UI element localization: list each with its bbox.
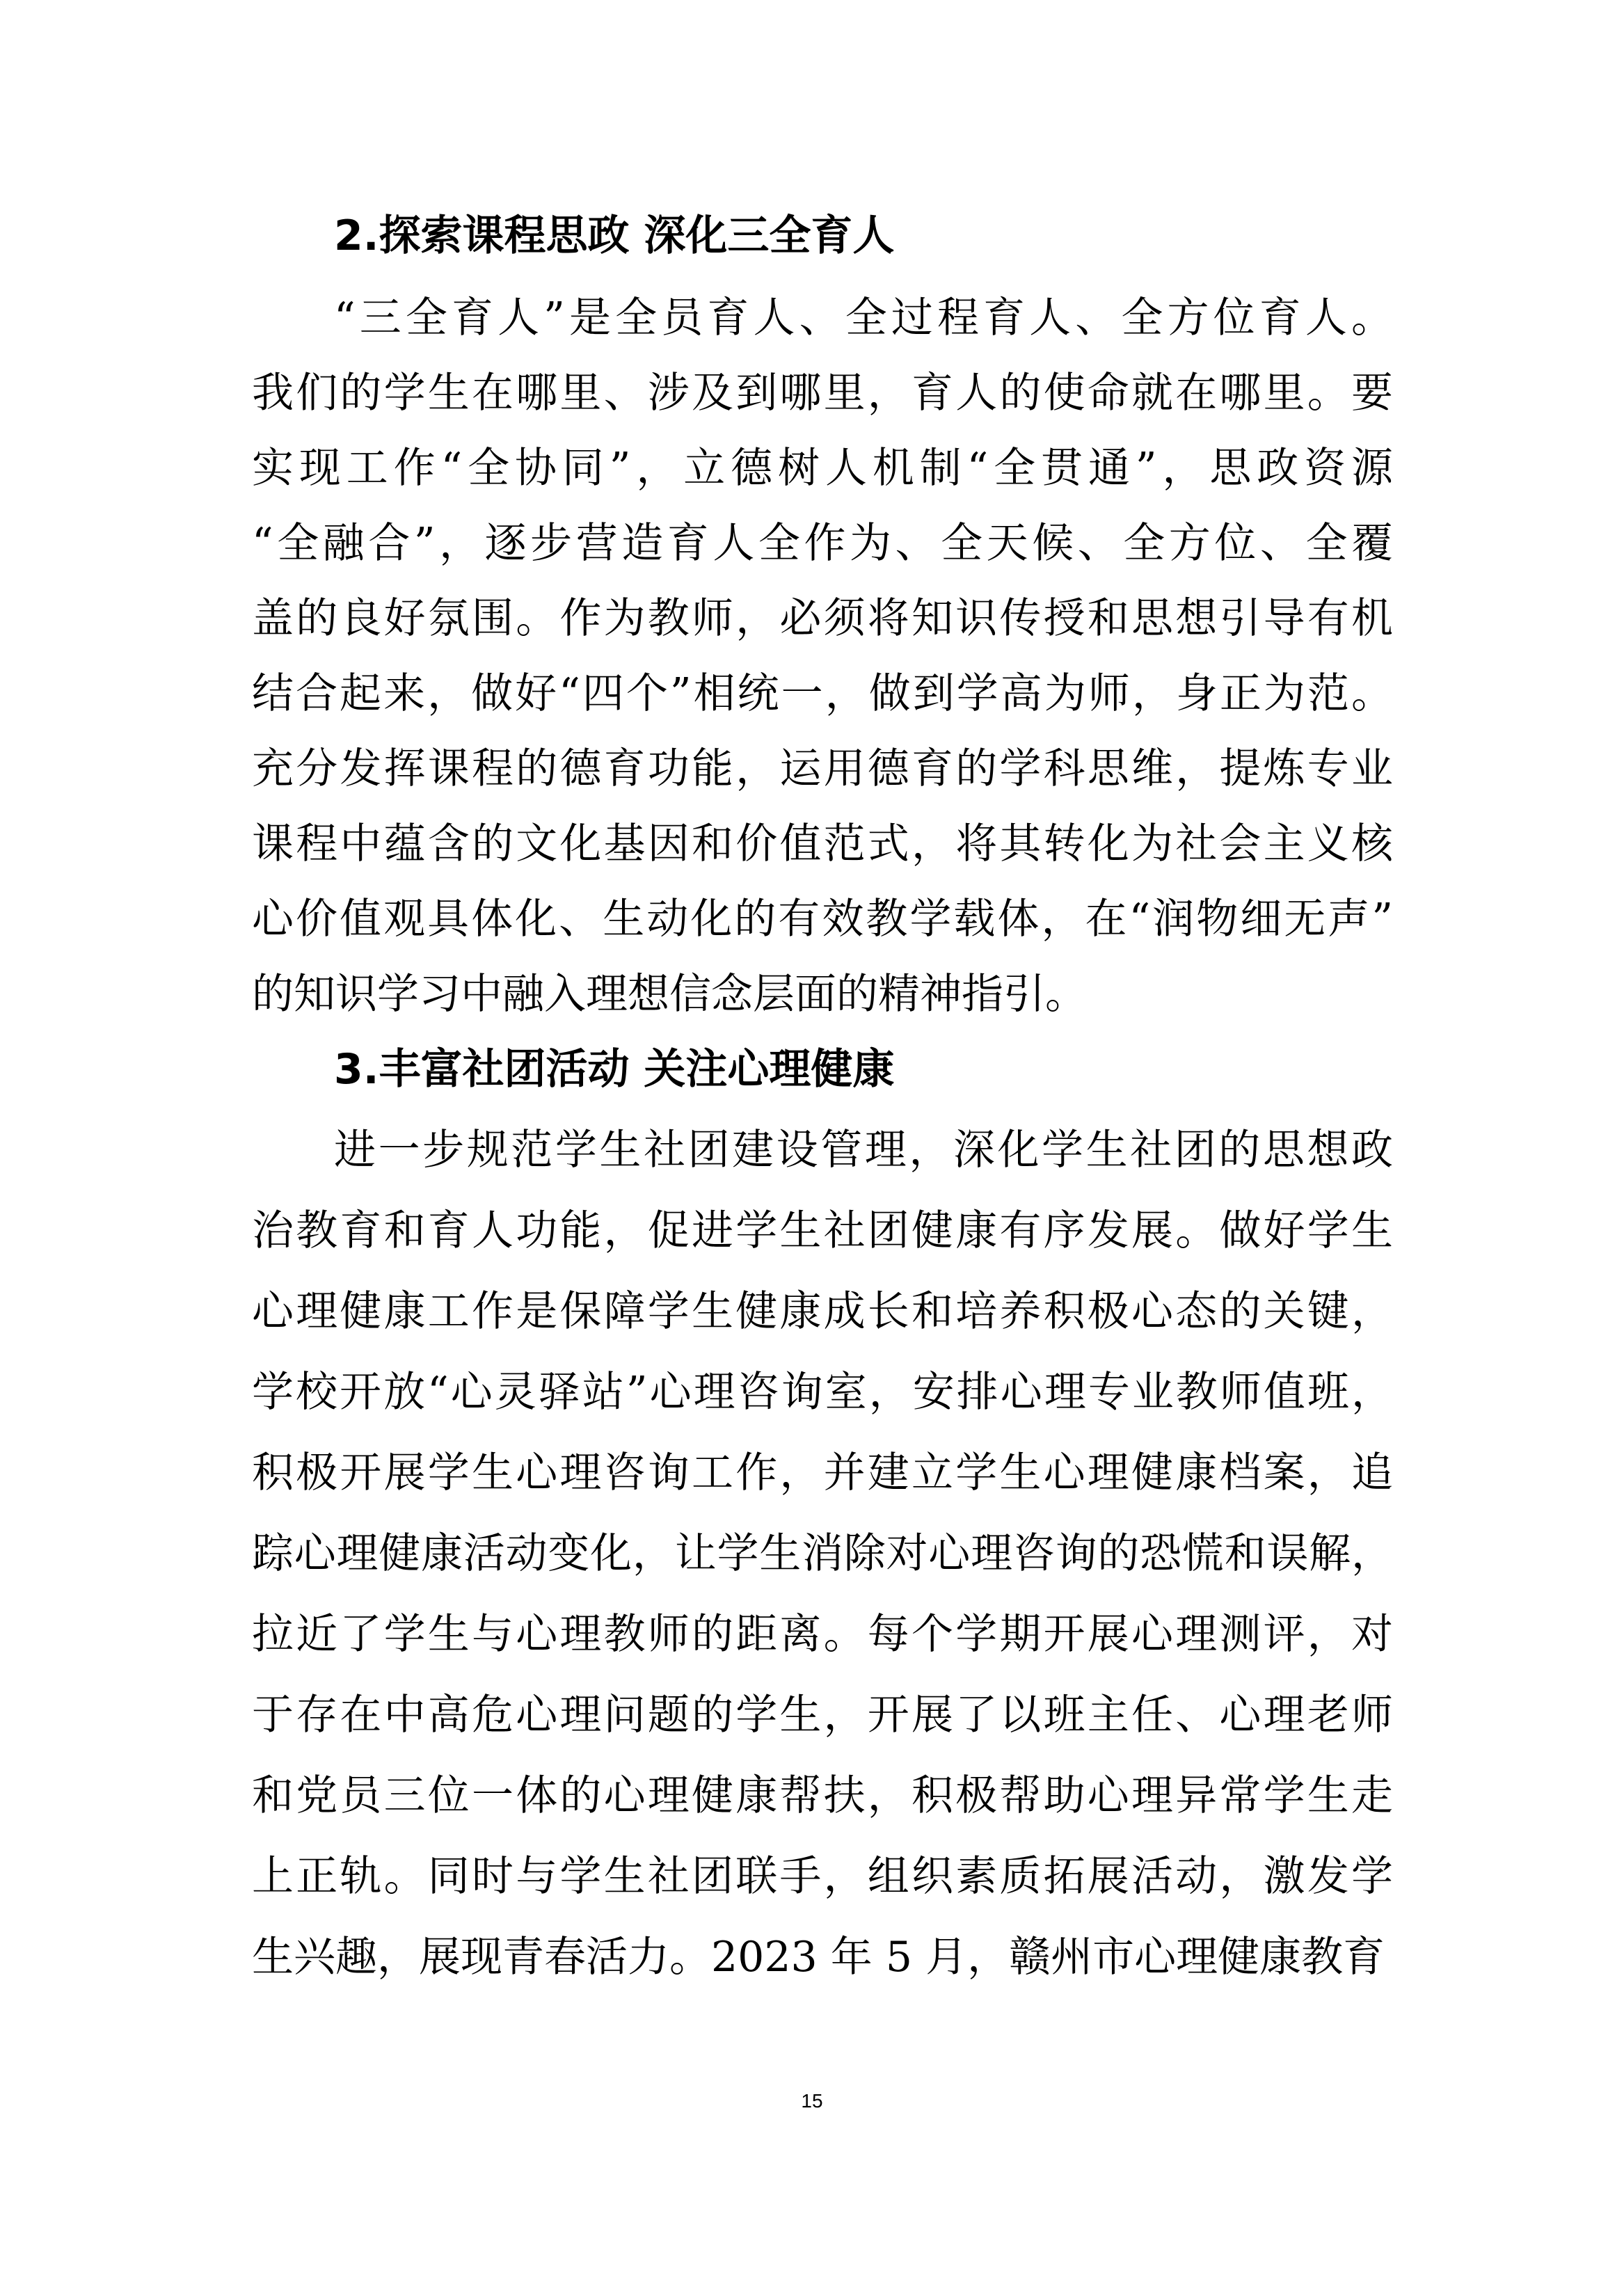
section-3-heading: 3.丰富社团活动 关注心理健康 [334,1045,895,1094]
paragraph-line: 心价值观具体化、生动化的有效教学载体，在“润物细无声” [252,895,1393,943]
paragraph-line: 拉近了学生与心理教师的距离。每个学期开展心理测评，对 [252,1610,1393,1659]
paragraph-line: 的知识学习中融入理想信念层面的精神指引。 [252,970,1087,1019]
paragraph-line: 治教育和育人功能，促进学生社团健康有序发展。做好学生 [252,1206,1393,1255]
paragraph-line: 充分发挥课程的德育功能，运用德育的学科思维，提炼专业 [252,744,1393,793]
paragraph-line: 心理健康工作是保障学生健康成长和培养积极心态的关键， [252,1287,1393,1336]
paragraph-line: 生兴趣，展现青春活力。2023 年 5 月，赣州市心理健康教育 [252,1933,1385,1982]
paragraph-line: 课程中蕴含的文化基因和价值范式，将其转化为社会主义核 [252,820,1393,868]
paragraph-line: 结合起来，做好“四个”相统一，做到学高为师，身正为范。 [252,669,1393,718]
paragraph-line: “三全育人”是全员育人、全过程育人、全方位育人。 [334,294,1393,342]
paragraph-line: 踪心理健康活动变化，让学生消除对心理咨询的恐慌和误解， [252,1529,1393,1578]
paragraph-line: 积极开展学生心理咨询工作，并建立学生心理健康档案，追 [252,1449,1393,1497]
paragraph-line: 上正轨。同时与学生社团联手，组织素质拓展活动，激发学 [252,1852,1393,1901]
page-number: 15 [801,2090,823,2112]
paragraph-line: 实现工作“全协同”，立德树人机制“全贯通”，思政资源 [252,444,1393,493]
section-2-heading: 2.探索课程思政 深化三全育人 [334,212,895,260]
paragraph-line: 于存在中高危心理问题的学生，开展了以班主任、心理老师 [252,1691,1393,1739]
paragraph-line: 我们的学生在哪里、涉及到哪里，育人的使命就在哪里。要 [252,369,1393,417]
paragraph-line: 学校开放“心灵驿站”心理咨询室，安排心理专业教师值班， [252,1368,1393,1417]
paragraph-line: 进一步规范学生社团建设管理，深化学生社团的思想政 [334,1126,1393,1174]
paragraph-line: 和党员三位一体的心理健康帮扶，积极帮助心理异常学生走 [252,1771,1393,1820]
paragraph-line: “全融合”，逐步营造育人全作为、全天候、全方位、全覆 [252,519,1393,568]
paragraph-line: 盖的良好氛围。作为教师，必须将知识传授和思想引导有机 [252,594,1393,643]
